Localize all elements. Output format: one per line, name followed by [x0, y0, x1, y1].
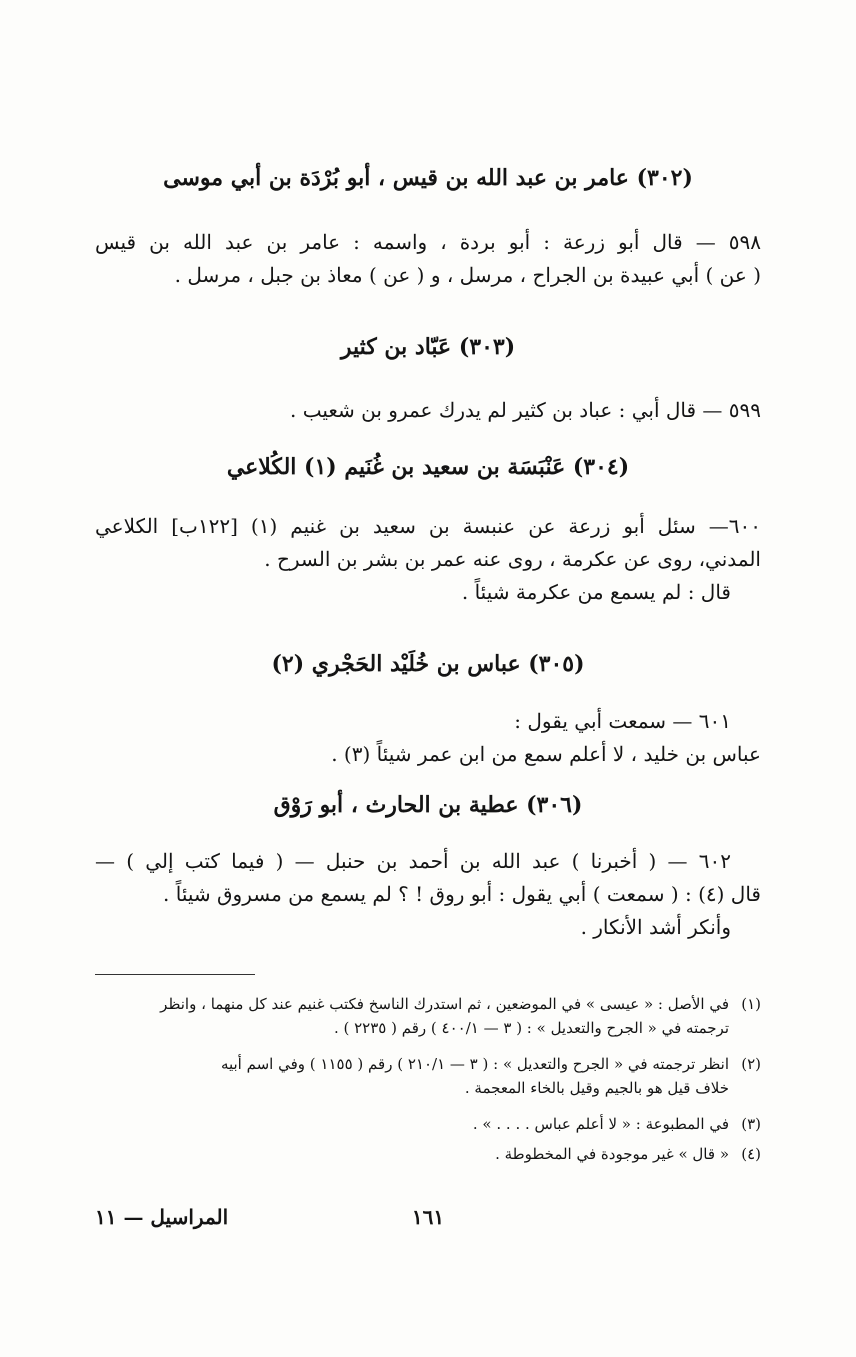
footnote-number: (٣) [741, 1115, 761, 1133]
text-line: ٥٩٨ — قال أبو زرعة : أبو بردة ، واسمه : عامر بن عبد الله بن قيس [95, 230, 761, 254]
entry-heading: (٣٠٢) عامر بن عبد الله بن قيس ، أبو بُرْدَة بن أبي موسى [163, 165, 693, 191]
text-line: ( عن ) أبي عبيدة بن الجراح ، مرسل ، و ( عن ) معاذ بن جبل ، مرسل . [174, 263, 761, 287]
footnote-line: خلاف قيل هو بالجيم وقيل بالخاء المعجمة . [464, 1079, 729, 1097]
footnote [90, 1142, 761, 1166]
book-signature: المراسيل — ١١ [95, 1205, 229, 1229]
footnote-number: (١) [741, 995, 761, 1013]
footnote-number: (٢) [741, 1055, 761, 1073]
entry-text [95, 510, 761, 609]
text-line: ٦٠٠— سئل أبو زرعة عن عنبسة بن سعيد بن غنيم (١) [١٢٢ب] الكلاعي [95, 514, 761, 538]
text-line: وأنكر أشد الأنكار . [580, 915, 731, 939]
text-line: قال (٤) : ( سمعت ) أبي يقول : أبو روق ! ؟ لم يسمع من مسروق شيئاً . [163, 882, 761, 906]
footnote-line: انظر ترجمته في « الجرح والتعديل » : ( ٣ — ٢١٠/١ ) رقم ( ١١٥٥ ) وفي اسم أبيه [220, 1055, 729, 1073]
entry-heading: (٣٠٣) عَبّاد بن كثير [340, 334, 516, 360]
footnote-line: ترجمته في « الجرح والتعديل » : ( ٣ — ٤٠٠/١ ) رقم ( ٢٢٣٥ ) . [333, 1019, 729, 1037]
text-line: ٦٠٢ — ( أخبرنا ) عبد الله بن أحمد بن حنبل — ( فيما كتب إلي ) — [95, 849, 731, 873]
footnote-divider [95, 974, 255, 975]
page-number: ١٦١ [411, 1205, 445, 1229]
footnote [90, 992, 761, 1040]
footnote [90, 1112, 761, 1136]
text-line: عباس بن خليد ، لا أعلم سمع من ابن عمر شيئاً (٣) . [331, 742, 761, 766]
text-line: ٦٠١ — سمعت أبي يقول : [514, 709, 731, 733]
text-line: قال : لم يسمع من عكرمة شيئاً . [461, 580, 731, 604]
footnote-line: في الأصل : « عيسى » في الموضعين ، ثم استدرك الناسخ فكتب غنيم عند كل منهما ، وانظر [160, 995, 729, 1013]
text-line: ٥٩٩ — قال أبي : عباد بن كثير لم يدرك عمرو بن شعيب . [289, 398, 761, 422]
entry-text [95, 226, 761, 292]
entry-text [95, 705, 761, 771]
entry-text [95, 394, 761, 427]
footnote-number: (٤) [741, 1145, 761, 1163]
entry-text [95, 845, 761, 944]
footnote-line: في المطبوعة : « لا أعلم عباس . . . . » . [472, 1115, 729, 1133]
footnote [90, 1052, 761, 1100]
footnotes [90, 992, 761, 1166]
entry-heading: (٣٠٦) عطية بن الحارث ، أبو رَوْق [273, 792, 583, 818]
entry-heading: (٣٠٥) عباس بن خُلَيْد الحَجْري (٢) [271, 651, 585, 677]
footnote-line: « قال » غير موجودة في المخطوطة . [495, 1145, 729, 1163]
text-line: المدني، روى عن عكرمة ، روى عنه عمر بن بشر بن السرح . [264, 547, 761, 571]
entry-heading: (٣٠٤) عَنْبَسَة بن سعيد بن غُنَيم (١) الكُلاعي [226, 454, 630, 480]
